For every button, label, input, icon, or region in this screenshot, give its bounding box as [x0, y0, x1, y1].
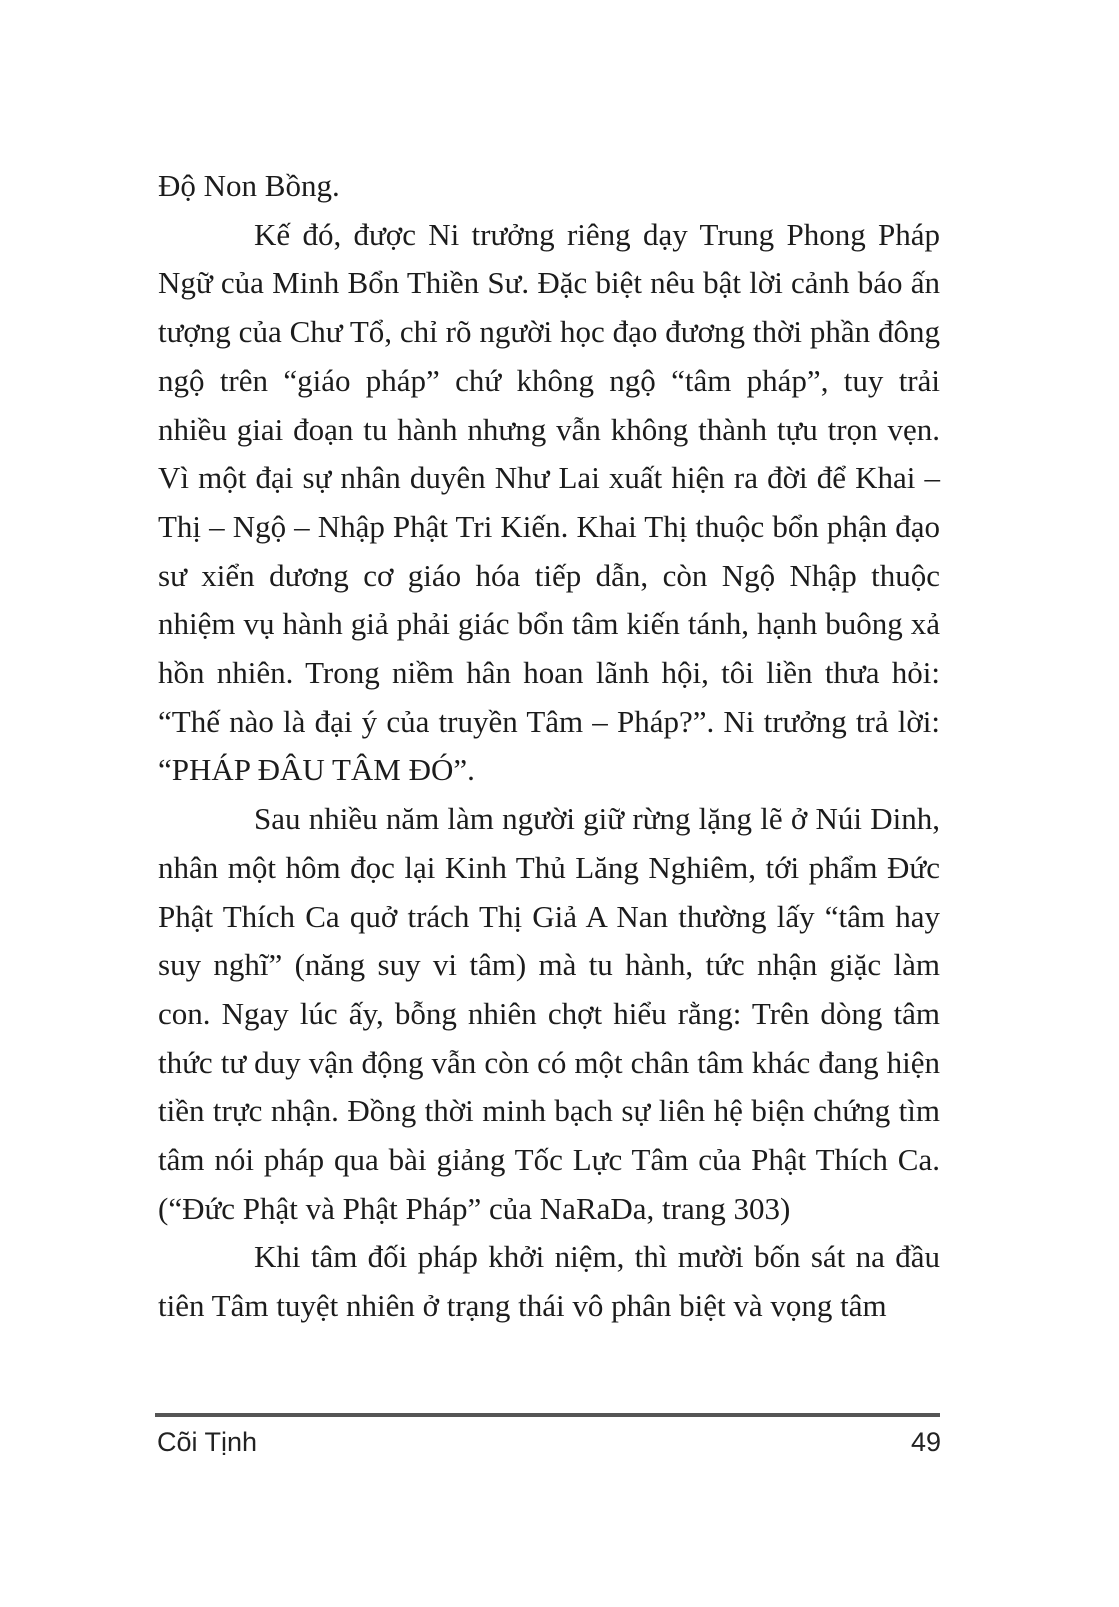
body-text [158, 162, 940, 1331]
page-number: 49 [910, 1427, 941, 1457]
paragraph: Khi tâm đối pháp khởi niệm, thì mười bốn sát na đầu tiên Tâm tuyệt nhiên ở trạng thái vô phân biệt và vọng tâm [158, 1239, 940, 1324]
paragraph: Sau nhiều năm làm người giữ rừng lặng lẽ ở Núi Dinh, nhân một hôm đọc lại Kinh Thủ Lăng Nghiêm, tới phẩm Đức Phật Thích Ca quở trách Thị Giả A Nan thường lấy “tâm hay suy nghĩ” (năng suy vi tâm) mà tu hành, tức nhận giặc làm con. Ngay lúc ấy, bỗng nhiên chợt hiểu rằng: Trên dòng tâm thức tư duy vận động vẫn còn có một chân tâm khác đang hiện tiền trực nhận. Đồng thời minh bạch sự liên hệ biện chứng tìm tâm nói pháp qua bài giảng Tốc Lực Tâm của Phật Thích Ca. (“Đức Phật và Phật Pháp” của NaRaDa, trang 303) [158, 801, 940, 1226]
footer-rule [155, 1413, 940, 1417]
paragraph-continued: Độ Non Bồng. [158, 168, 340, 203]
running-footer-title: Cõi Tịnh [157, 1427, 258, 1457]
paragraph: Kế đó, được Ni trưởng riêng dạy Trung Phong Pháp Ngữ của Minh Bổn Thiền Sư. Đặc biệt nêu bật lời cảnh báo ấn tượng của Chư Tổ, chỉ rõ người học đạo đương thời phần đông ngộ trên “giáo pháp” chứ không ngộ “tâm pháp”, tuy trải nhiều giai đoạn tu hành nhưng vẫn không thành tựu trọn vẹn. Vì một đại sự nhân duyên Như Lai xuất hiện ra đời để Khai – Thị – Ngộ – Nhập Phật Tri Kiến. Khai Thị thuộc bổn phận đạo sư xiển dương cơ giáo hóa tiếp dẫn, còn Ngộ Nhập thuộc nhiệm vụ hành giả phải giác bổn tâm kiến tánh, hạnh buông xả hồn nhiên. Trong niềm hân hoan lãnh hội, tôi liền thưa hỏi: “Thế nào là đại ý của truyền Tâm – Pháp?”. Ni trưởng trả lời: “PHÁP ĐÂU TÂM ĐÓ”. [158, 216, 940, 788]
